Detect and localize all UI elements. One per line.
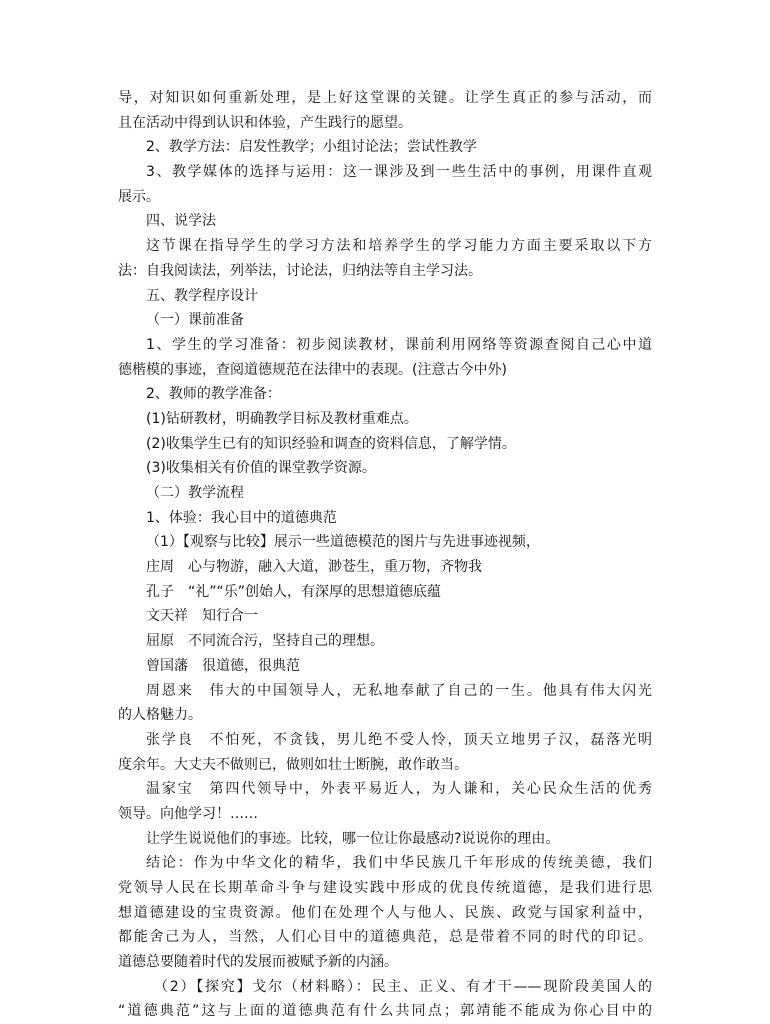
text-line: 法：自我阅读法，列举法，讨论法，归纳法等自主学习法。	[118, 262, 482, 279]
text-line: 导，对知识如何重新处理，是上好这堂课的关键。让学生真正的参与活动，而	[118, 90, 652, 106]
text-line: 2、教学方法：启发性教学；小组讨论法；尝试性教学	[146, 139, 477, 156]
text-line: 结论：作为中华文化的精华，我们中华民族几千年形成的传统美德，我们	[146, 855, 652, 872]
text-line: 张学良 不怕死，不贪钱，男儿绝不受人怜，顶天立地男子汉，磊落光明	[146, 731, 652, 748]
text-line: （一）课前准备	[146, 312, 244, 329]
text-line: 曾国藩 很道德，很典范	[146, 657, 300, 674]
text-line: (3)收集相关有价值的课堂教学资源。	[146, 460, 376, 477]
text-line: 温家宝 第四代领导中，外表平易近人，为人谦和，关心民众生活的优秀	[146, 781, 652, 798]
text-line: 都能舍己为人，当然，人们心目中的道德典范，总是带着不同的时代的印记。	[118, 929, 652, 946]
text-line: 屈原 不同流合污，坚持自己的理想。	[146, 633, 384, 650]
text-line: 度余年。大丈夫不做则已，做则如壮士断腕，敢作敢当。	[118, 756, 468, 773]
text-line: 展示。	[118, 188, 160, 205]
text-line: （1）【观察与比较】展示一些道德模范的图片与先进事迹视频，	[146, 534, 540, 551]
text-line: (1)钻研教材，明确教学目标及教材重难点。	[146, 410, 418, 427]
text-line: 1、体验：我心目中的道德典范	[146, 509, 337, 526]
text-line: 道德总要随着时代的发展而被赋予新的内涵。	[118, 954, 398, 971]
text-line: 3、教学媒体的选择与运用：这一课涉及到一些生活中的事例，用课件直观	[146, 164, 652, 181]
text-line: 五、教学程序设计	[146, 287, 258, 304]
text-line: 让学生说说他们的事迹。比较，哪一位让你最感动?说说你的理由。	[146, 830, 560, 847]
text-line: 四、说学法	[146, 213, 216, 230]
text-line: 领导。向他学习！……	[118, 805, 258, 822]
text-line: 且在活动中得到认识和体验，产生践行的愿望。	[118, 114, 412, 131]
text-line: 党领导人民在长期革命斗争与建设实践中形成的优良传统道德，是我们进行思	[118, 880, 652, 896]
text-line: （二）教学流程	[146, 485, 244, 501]
text-line: “道德典范”这与上面的道德典范有什么共同点；郭靖能不能成为你心目中的	[118, 1003, 652, 1020]
text-line: 庄周 心与物游，融入大道，渺苍生，重万物，齐物我	[146, 559, 482, 576]
text-line: 孔子 “礼”“乐”创始人，有深厚的思想道德底蕴	[146, 583, 442, 600]
text-line: 想道德建设的宝贵资源。他们在处理个人与他人、民族、政党与国家利益中，	[118, 904, 652, 921]
text-line: 文天祥 知行合一	[146, 608, 258, 625]
text-line: 2、教师的教学准备：	[146, 386, 281, 403]
document-page	[118, 86, 652, 1024]
text-line: 这节课在指导学生的学习方法和培养学生的学习能力方面主要采取以下方	[146, 238, 652, 255]
text-line: （2）【探究】戈尔（材料略）：民主、正义、有才干——现阶段美国人的	[154, 978, 652, 995]
text-line: 德楷模的事迹，查阅道德规范在法律中的表现。(注意古今中外)	[118, 361, 507, 378]
text-line: 的人格魅力。	[118, 707, 202, 724]
text-line: 周恩来 伟大的中国领导人，无私地奉献了自己的一生。他具有伟大闪光	[146, 682, 652, 699]
text-line: (2)收集学生已有的知识经验和调查的资料信息，了解学情。	[146, 435, 516, 452]
text-line: 1、学生的学习准备：初步阅读教材，课前利用网络等资源查阅自己心中道	[146, 336, 652, 353]
